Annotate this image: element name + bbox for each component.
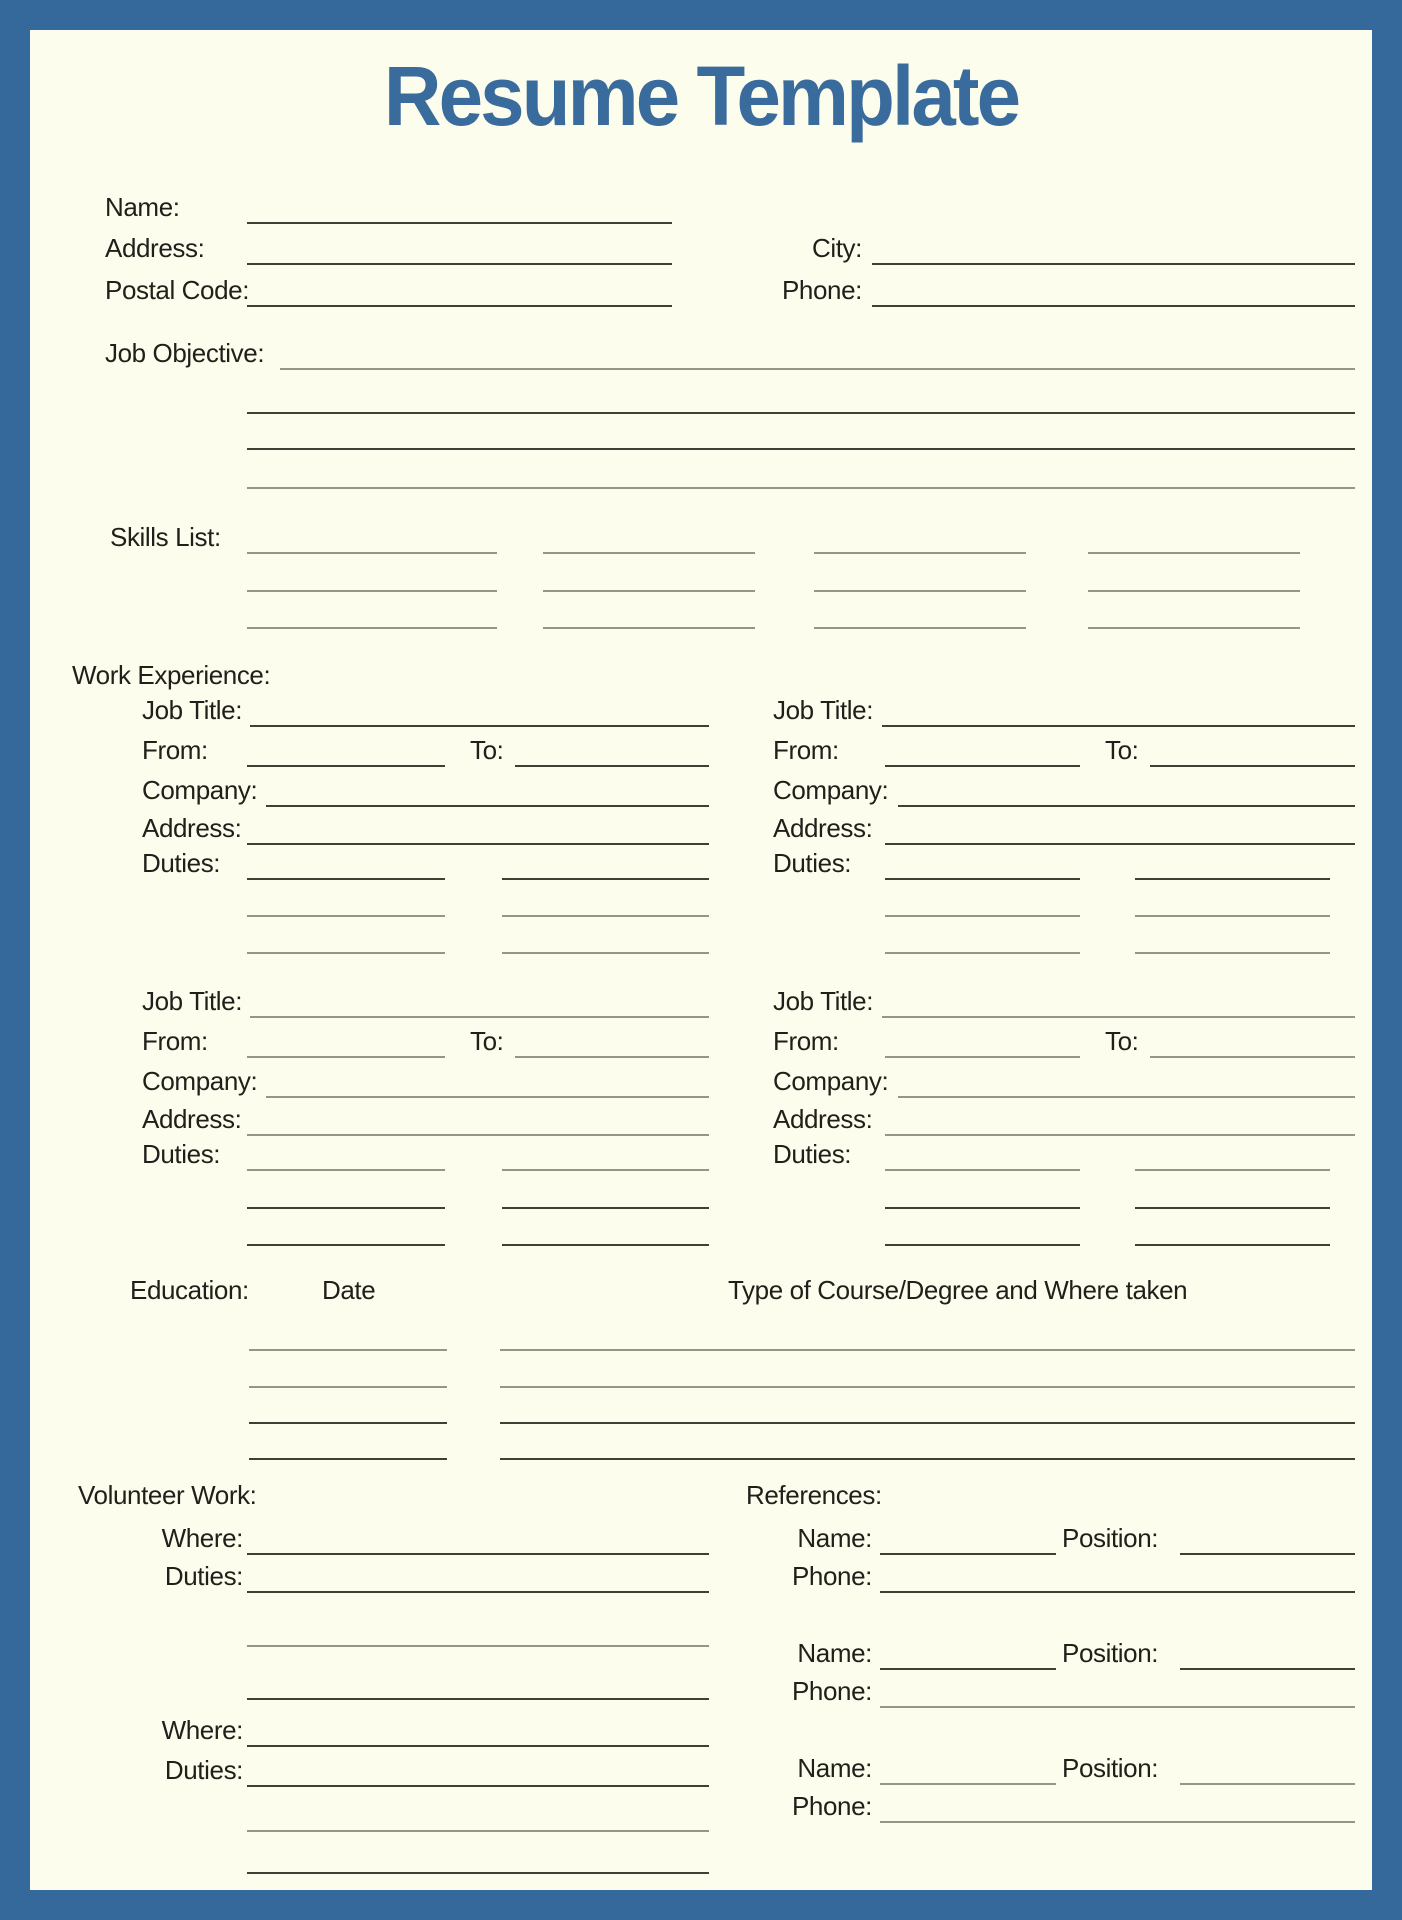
we1-to-line[interactable]	[515, 765, 709, 767]
ref2-position-label: Position:	[1062, 1638, 1159, 1668]
we1-address-line[interactable]	[247, 843, 709, 845]
we1-to-label: To:	[470, 735, 504, 765]
vw2-where-label: Where:	[161, 1715, 243, 1745]
we1-address-label: Address:	[142, 813, 242, 843]
vw1-duty-line[interactable]	[247, 1645, 709, 1647]
we2-duty-line[interactable]	[885, 915, 1080, 917]
job-objective-line-4[interactable]	[247, 487, 1355, 489]
vw2-duties-label: Duties:	[164, 1755, 243, 1785]
vw2-duty-line[interactable]	[247, 1830, 709, 1832]
we2-duty-line[interactable]	[885, 952, 1080, 954]
we2-duty-line[interactable]	[1135, 878, 1330, 880]
we3-address-line[interactable]	[247, 1134, 709, 1136]
ref3-phone-label: Phone:	[791, 1791, 872, 1821]
we4-duty-line[interactable]	[885, 1244, 1080, 1246]
skills-list-label: Skills List:	[110, 522, 221, 552]
paper-sheet	[30, 30, 1372, 1890]
name-input-line[interactable]	[247, 222, 672, 224]
vw2-duty-line[interactable]	[247, 1785, 709, 1787]
we4-from-line[interactable]	[885, 1056, 1080, 1058]
we1-duty-line[interactable]	[502, 952, 709, 954]
vw1-where-label: Where:	[161, 1523, 243, 1553]
skill-line[interactable]	[247, 627, 497, 629]
references-label: References:	[746, 1480, 882, 1510]
skill-line[interactable]	[543, 627, 755, 629]
we3-to-line[interactable]	[515, 1056, 709, 1058]
ref2-phone-label: Phone:	[791, 1676, 872, 1706]
we1-company-label: Company:	[142, 775, 258, 805]
ref3-name-line[interactable]	[880, 1783, 1056, 1785]
address-input-line[interactable]	[247, 263, 672, 265]
we2-address-label: Address:	[773, 813, 873, 843]
we4-job-title-label: Job Title:	[773, 986, 874, 1016]
phone-label: Phone:	[781, 275, 862, 305]
city-label: City:	[811, 233, 862, 263]
we2-company-line[interactable]	[898, 805, 1355, 807]
we3-duty-line[interactable]	[502, 1169, 709, 1171]
ref1-name-line[interactable]	[880, 1553, 1056, 1555]
we1-duty-line[interactable]	[502, 878, 709, 880]
we4-duty-line[interactable]	[1135, 1169, 1330, 1171]
we4-duties-label: Duties:	[773, 1139, 852, 1169]
we2-to-label: To:	[1105, 735, 1139, 765]
education-course-line[interactable]	[500, 1458, 1355, 1460]
we3-address-label: Address:	[142, 1104, 242, 1134]
we3-duty-line[interactable]	[502, 1207, 709, 1209]
vw2-duty-line[interactable]	[247, 1872, 709, 1874]
we2-company-label: Company:	[773, 775, 889, 805]
we1-from-label: From:	[142, 735, 208, 765]
job-objective-label: Job Objective:	[105, 338, 265, 368]
we2-duties-label: Duties:	[773, 848, 852, 878]
education-date-line[interactable]	[249, 1422, 447, 1424]
ref3-position-label: Position:	[1062, 1753, 1159, 1783]
city-input-line[interactable]	[872, 263, 1355, 265]
we4-from-label: From:	[773, 1026, 839, 1056]
ref3-phone-line[interactable]	[880, 1821, 1355, 1823]
ref1-name-label: Name:	[797, 1523, 872, 1553]
vw1-duties-label: Duties:	[164, 1561, 243, 1591]
education-course-line[interactable]	[500, 1349, 1355, 1351]
ref1-phone-line[interactable]	[880, 1591, 1355, 1593]
job-objective-line-2[interactable]	[247, 412, 1355, 414]
vw1-duty-line[interactable]	[247, 1698, 709, 1700]
work-experience-label: Work Experience:	[72, 660, 271, 690]
we4-duty-line[interactable]	[885, 1207, 1080, 1209]
ref3-name-label: Name:	[797, 1753, 872, 1783]
we1-duty-line[interactable]	[247, 952, 445, 954]
education-date-line[interactable]	[249, 1349, 447, 1351]
name-label: Name:	[105, 192, 180, 222]
we2-duty-line[interactable]	[1135, 915, 1330, 917]
skill-line[interactable]	[1088, 627, 1300, 629]
we3-company-label: Company:	[142, 1066, 258, 1096]
skill-line[interactable]	[247, 552, 497, 554]
we3-from-line[interactable]	[247, 1056, 445, 1058]
skill-line[interactable]	[1088, 590, 1300, 592]
we2-job-title-label: Job Title:	[773, 695, 874, 725]
we4-duty-line[interactable]	[885, 1169, 1080, 1171]
education-course-line[interactable]	[500, 1386, 1355, 1388]
we2-duty-line[interactable]	[1135, 952, 1330, 954]
ref3-position-line[interactable]	[1180, 1783, 1355, 1785]
job-objective-line-3[interactable]	[247, 448, 1355, 450]
we3-duties-label: Duties:	[142, 1139, 221, 1169]
skill-line[interactable]	[1088, 552, 1300, 554]
we4-company-label: Company:	[773, 1066, 889, 1096]
ref2-phone-line[interactable]	[880, 1706, 1355, 1708]
postal-code-label: Postal Code:	[105, 275, 250, 305]
we2-duty-line[interactable]	[885, 878, 1080, 880]
we4-job-title-line[interactable]	[882, 1016, 1355, 1018]
education-date-line[interactable]	[249, 1386, 447, 1388]
vw2-where-line[interactable]	[247, 1745, 709, 1747]
job-objective-line-1[interactable]	[280, 368, 1355, 370]
we1-company-line[interactable]	[266, 805, 709, 807]
skill-line[interactable]	[814, 590, 1026, 592]
we3-company-line[interactable]	[266, 1096, 709, 1098]
we1-duty-line[interactable]	[247, 878, 445, 880]
we4-to-label: To:	[1105, 1026, 1139, 1056]
we3-job-title-label: Job Title:	[142, 986, 243, 1016]
skill-line[interactable]	[543, 552, 755, 554]
we4-address-label: Address:	[773, 1104, 873, 1134]
ref2-position-line[interactable]	[1180, 1668, 1355, 1670]
postal-code-input-line[interactable]	[247, 305, 672, 307]
we3-duty-line[interactable]	[247, 1244, 445, 1246]
volunteer-work-label: Volunteer Work:	[78, 1480, 257, 1510]
we3-to-label: To:	[470, 1026, 504, 1056]
education-date-header: Date	[322, 1275, 376, 1305]
education-date-line[interactable]	[249, 1458, 447, 1460]
we2-address-line[interactable]	[885, 843, 1355, 845]
we3-job-title-line[interactable]	[250, 1016, 709, 1018]
we3-from-label: From:	[142, 1026, 208, 1056]
skill-line[interactable]	[814, 627, 1026, 629]
we1-duty-line[interactable]	[502, 915, 709, 917]
we4-to-line[interactable]	[1150, 1056, 1355, 1058]
we3-duty-line[interactable]	[247, 1207, 445, 1209]
phone-input-line[interactable]	[872, 305, 1355, 307]
ref1-phone-label: Phone:	[791, 1561, 872, 1591]
address-label: Address:	[105, 233, 205, 263]
we4-duty-line[interactable]	[1135, 1207, 1330, 1209]
we4-address-line[interactable]	[885, 1134, 1355, 1136]
vw1-where-line[interactable]	[247, 1553, 709, 1555]
we1-duty-line[interactable]	[247, 915, 445, 917]
education-label: Education:	[130, 1275, 249, 1305]
we1-job-title-label: Job Title:	[142, 695, 243, 725]
page-title: Resume Template	[383, 49, 1019, 143]
ref1-position-line[interactable]	[1180, 1553, 1355, 1555]
we4-duty-line[interactable]	[1135, 1244, 1330, 1246]
education-course-line[interactable]	[500, 1422, 1355, 1424]
ref2-name-label: Name:	[797, 1638, 872, 1668]
skill-line[interactable]	[543, 590, 755, 592]
we3-duty-line[interactable]	[247, 1169, 445, 1171]
skill-line[interactable]	[814, 552, 1026, 554]
we1-from-line[interactable]	[247, 765, 445, 767]
ref2-name-line[interactable]	[880, 1668, 1056, 1670]
we2-from-line[interactable]	[885, 765, 1080, 767]
we1-duties-label: Duties:	[142, 848, 221, 878]
ref1-position-label: Position:	[1062, 1523, 1159, 1553]
we2-job-title-line[interactable]	[882, 725, 1355, 727]
skill-line[interactable]	[247, 590, 497, 592]
we1-job-title-line[interactable]	[250, 725, 709, 727]
we2-from-label: From:	[773, 735, 839, 765]
we2-to-line[interactable]	[1150, 765, 1355, 767]
we4-company-line[interactable]	[898, 1096, 1355, 1098]
education-course-header: Type of Course/Degree and Where taken	[728, 1275, 1188, 1305]
vw1-duty-line[interactable]	[247, 1591, 709, 1593]
we3-duty-line[interactable]	[502, 1244, 709, 1246]
